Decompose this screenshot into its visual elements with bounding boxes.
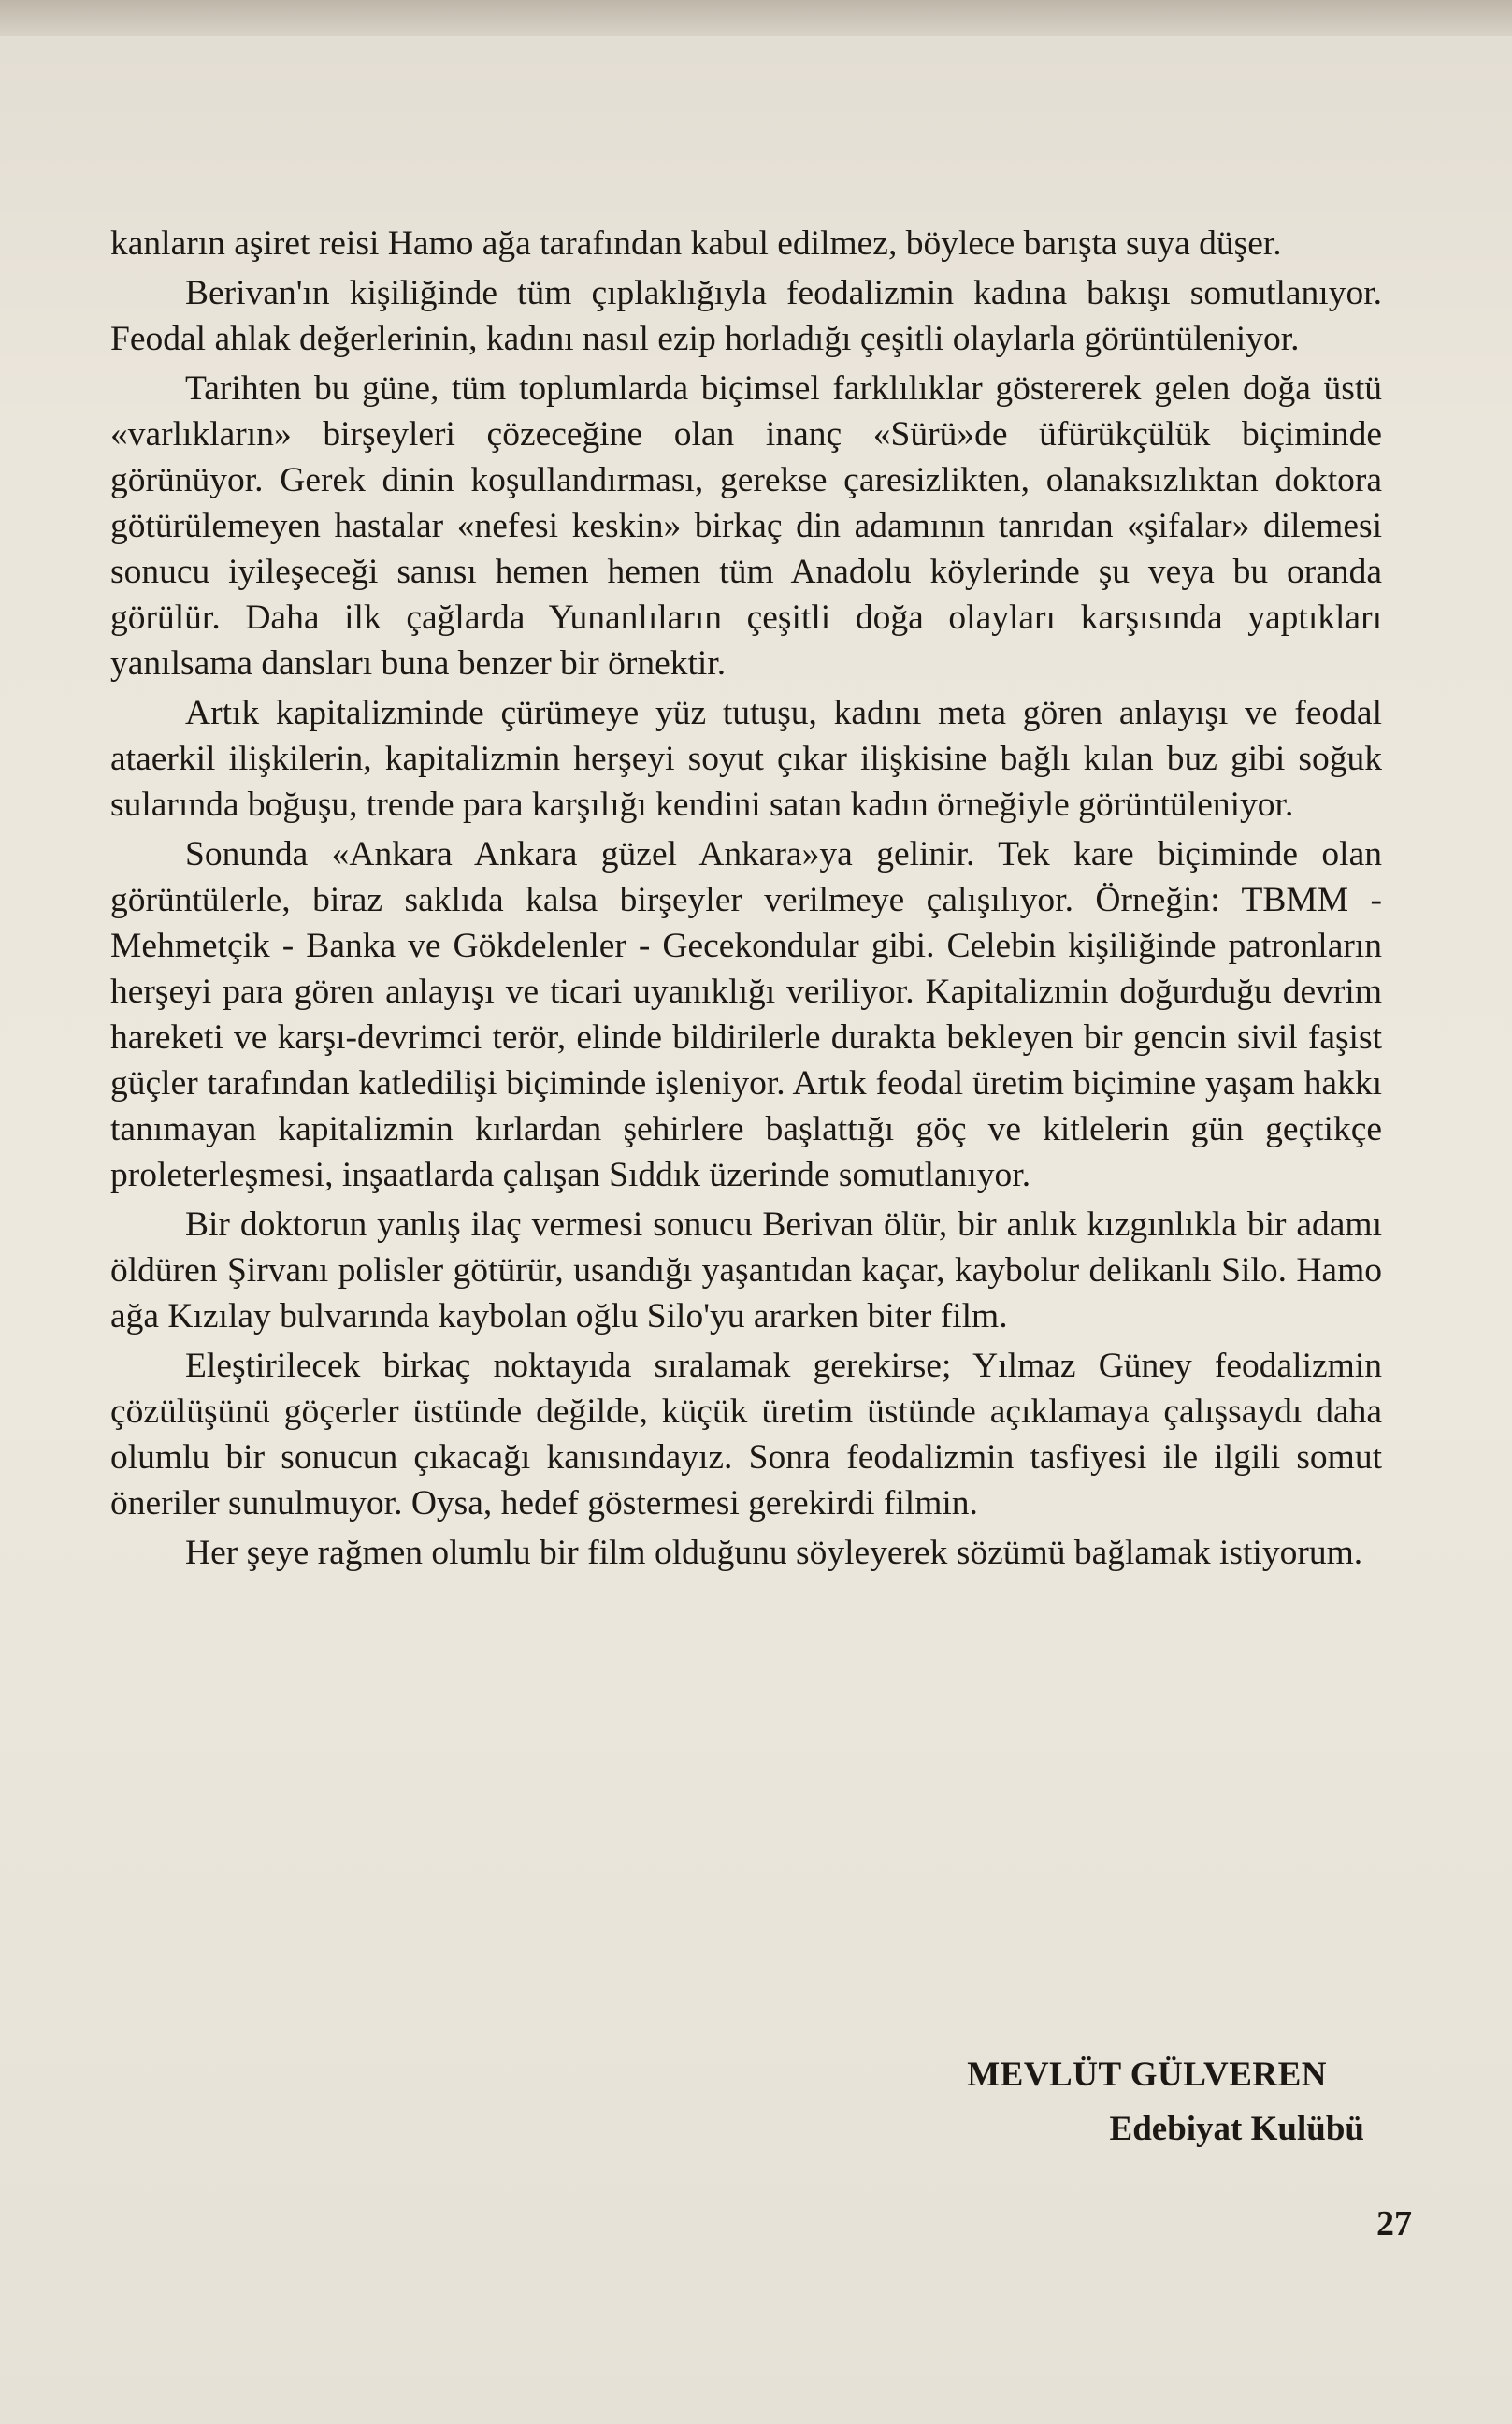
article-body	[110, 221, 1382, 1580]
page-number: 27	[1376, 2204, 1412, 2244]
page-top-edge	[0, 0, 1512, 36]
paragraph-1: kanların aşiret reisi Hamo ağa tarafından kabul edilmez, böylece barışta suya düşer.	[110, 224, 1282, 263]
paragraph-4: Artık kapitalizminde çürümeye yüz tutuşu, kadını meta gören anlayışı ve feodal ataerkil ilişkilerin, kapitalizmin herşeyi soyut çıkar ilişkisine bağlı kılan buz gibi soğuk sularında boğuşu, trende para karşılığı kendini satan kadın örneğiyle görüntüleniyor.	[110, 694, 1382, 824]
author-name: MEVLÜT GÜLVEREN	[967, 2056, 1327, 2094]
paragraph-2: Berivan'ın kişiliğinde tüm çıplaklığıyla feodalizmin kadına bakışı somutlanıyor. Feodal ahlak değerlerinin, kadını nasıl ezip horladığı çeşitli olaylarla görüntüleniyor.	[110, 274, 1382, 358]
paragraph-5: Sonunda «Ankara Ankara güzel Ankara»ya gelinir. Tek kare biçiminde olan görüntülerle, biraz saklıda kalsa birşeyler verilmeye çalışılıyor. Örneğin: TBMM - Mehmetçik - Banka ve Gökdelenler - Gecekondular gibi. Celebin kişiliğinde patronların herşeyi para gören anlayışı ve ticari uyanıklığı veriliyor. Kapitalizmin doğurduğu devrim hareketi ve karşı-devrimci terör, elinde bildirilerle durakta bekleyen bir gencin sivil faşist güçler tarafından katledilişi biçiminde işleniyor. Artık feodal üretim biçimine yaşam hakkı tanımayan kapitalizmin kırlardan şehirlere başlattığı göç ve kitlelerin gün geçtikçe proleterleşmesi, inşaatlarda çalışan Sıddık üzerinde somutlanıyor.	[110, 835, 1382, 1194]
paragraph-7: Eleştirilecek birkaç noktayıda sıralamak gerekirse; Yılmaz Güney feodalizmin çözülüşünü göçerler üstünde değilde, küçük üretim üstünde açıklamaya çalışsaydı daha olumlu bir sonucun çıkacağı kanısındayız. Sonra feodalizmin tasfiyesi ile ilgili somut öneriler sunulmuyor. Oysa, hedef göstermesi gerekirdi filmin.	[110, 1347, 1382, 1522]
paragraph-6: Bir doktorun yanlış ilaç vermesi sonucu Berivan ölür, bir anlık kızgınlıkla bir adamı öldüren Şirvanı polisler götürür, usandığı yaşantıdan kaçar, kaybolur delikanlı Silo. Hamo ağa Kızılay bulvarında kaybolan oğlu Silo'yu ararken biter film.	[110, 1205, 1382, 1335]
paragraph-3: Tarihten bu güne, tüm toplumlarda biçimsel farklılıklar göstererek gelen doğa üstü «varlıkların» birşeyleri çözeceğine olan inanç «Sürü»de üfürükçülük biçiminde görünüyor. Gerek dinin koşullandırması, gerekse çaresizlikten, olanaksızlıktan doktora götürülemeyen hastalar «nefesi keskin» birkaç din adamının tanrıdan «şifalar» dilemesi sonucu iyileşeceği sanısı hemen hemen tüm Anadolu köylerinde şu veya bu oranda görülür. Daha ilk çağlarda Yunanlıların çeşitli doğa olayları karşısında yaptıkları yanılsama dansları buna benzer bir örnektir.	[110, 369, 1382, 683]
author-affiliation: Edebiyat Kulübü	[1109, 2110, 1364, 2148]
author-signature	[967, 2048, 1364, 2157]
paragraph-8: Her şeye rağmen olumlu bir film olduğunu söyleyerek sözümü bağlamak istiyorum.	[185, 1534, 1363, 1572]
